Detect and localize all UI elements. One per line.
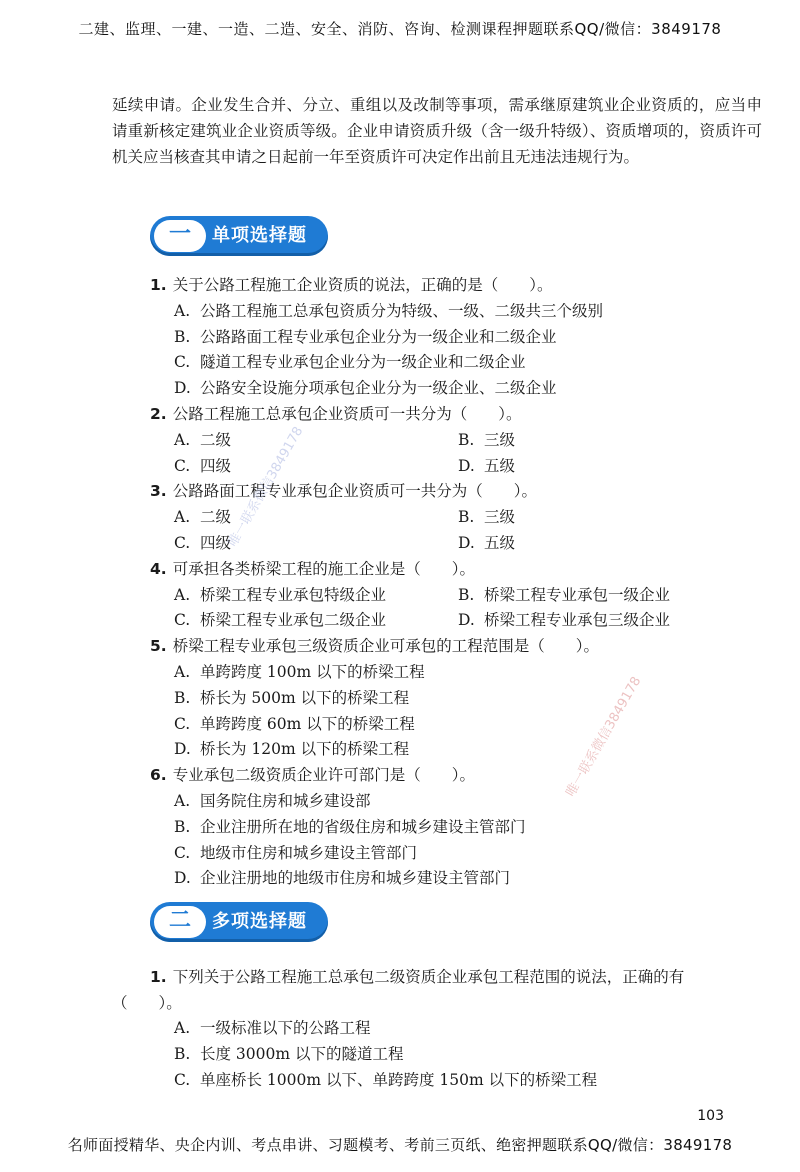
option-text: 四级: [200, 456, 232, 475]
option-letter: D.: [174, 740, 191, 759]
option-row: [150, 583, 770, 609]
question-number: 3.: [150, 482, 167, 501]
option-letter: C.: [174, 843, 191, 862]
option-letter: D.: [174, 379, 191, 398]
option-letter: D.: [458, 533, 475, 552]
single-choice-list: [150, 273, 770, 892]
option-text: 公路工程施工总承包资质分为特级、一级、二级共三个级别: [200, 301, 604, 320]
option-letter: C.: [174, 1070, 191, 1089]
option-d: [150, 737, 770, 763]
question-text: 关于公路工程施工企业资质的说法，正确的是（ ）。: [172, 276, 553, 294]
question: [150, 557, 770, 583]
question-text: 公路工程施工总承包企业资质可一共分为（ ）。: [172, 404, 522, 423]
option-a: [150, 660, 770, 686]
option-c: [150, 1068, 770, 1094]
option-text: 公路安全设施分项承包企业分为一级企业、二级企业: [200, 379, 557, 398]
option-text: 桥长为 120m 以下的桥梁工程: [200, 740, 410, 759]
section-title: 多项选择题: [212, 911, 307, 932]
option-letter: B.: [174, 688, 191, 707]
option-text: 桥梁工程专业承包二级企业: [200, 611, 387, 630]
option-d: [150, 376, 770, 402]
page-number: 103: [697, 1108, 724, 1124]
watermark: 唯一联系微信3849178: [563, 674, 645, 800]
option-a: [150, 789, 770, 815]
section-header-multi-choice: [150, 902, 328, 942]
option-letter: B.: [458, 585, 475, 604]
option-c: [150, 712, 770, 738]
option-d: [434, 531, 718, 557]
option-b: [150, 1042, 770, 1068]
option-letter: A.: [174, 301, 191, 320]
option-c: [150, 531, 434, 557]
question: [150, 634, 770, 660]
option-letter: A.: [174, 508, 191, 527]
option-letter: C.: [174, 714, 191, 733]
question-number: 2.: [150, 404, 167, 423]
option-a: [150, 505, 434, 531]
option-letter: C.: [174, 533, 191, 552]
option-text: 国务院住房和城乡建设部: [200, 791, 371, 810]
intro-paragraph: 延续申请。企业发生合并、分立、重组以及改制等事项，需承继原建筑业企业资质的，应当申请重新核定建筑业企业资质等级。企业申请资质升级（含一级升特级）、资质增项的，资质许可机关应当核查其申请之日起前一年至资质许可决定作出前且无违法违规行为。: [112, 96, 762, 166]
option-letter: B.: [174, 327, 191, 346]
option-letter: C.: [174, 456, 191, 475]
option-letter: B.: [174, 1044, 191, 1063]
option-c: [150, 608, 434, 634]
option-letter: B.: [458, 430, 475, 449]
option-text: 二级: [200, 508, 232, 527]
option-letter: A.: [174, 791, 191, 810]
option-text: 三级: [484, 508, 516, 527]
question: [150, 402, 770, 428]
question-number: 1.: [150, 968, 167, 986]
option-d: [434, 454, 718, 480]
option-text: 四级: [200, 533, 232, 552]
question-text-continuation: （ ）。: [112, 994, 182, 1012]
option-d: [150, 866, 770, 892]
option-text: 一级标准以下的公路工程: [200, 1019, 371, 1037]
option-text: 企业注册地的地级市住房和城乡建设主管部门: [200, 869, 511, 888]
option-letter: D.: [174, 869, 191, 888]
section-header-single-choice: [150, 216, 328, 256]
option-a: [150, 299, 770, 325]
option-letter: D.: [458, 611, 475, 630]
question: [150, 763, 770, 789]
option-d: [434, 608, 718, 634]
question-text: 下列关于公路工程施工总承包二级资质企业承包工程范围的说法，正确的有: [172, 968, 685, 986]
question-text: 可承担各类桥梁工程的施工企业是（ ）。: [172, 559, 475, 578]
question-number: 5.: [150, 637, 167, 656]
option-c: [150, 350, 770, 376]
section-title: 单项选择题: [212, 225, 307, 246]
option-text: 五级: [484, 533, 516, 552]
option-row: [150, 454, 770, 480]
option-b: [150, 686, 770, 712]
multi-choice-options: [150, 1016, 770, 1093]
option-a: [150, 583, 434, 609]
option-b: [434, 505, 718, 531]
option-a: [150, 1016, 770, 1042]
footer-banner: 名师面授精华、央企内训、考点串讲、习题模考、考前三页纸、绝密押题联系QQ/微信：3849178: [67, 1136, 733, 1154]
option-b: [434, 428, 718, 454]
option-letter: A.: [174, 662, 191, 681]
section-number: 一: [154, 220, 206, 252]
multi-question: [150, 964, 760, 990]
option-text: 单座桥长 1000m 以下、单跨跨度 150m 以下的桥梁工程: [200, 1070, 598, 1089]
option-b: [150, 815, 770, 841]
option-text: 三级: [484, 430, 516, 449]
option-letter: B.: [174, 817, 191, 836]
option-c: [150, 454, 434, 480]
option-text: 五级: [484, 456, 516, 475]
option-text: 桥梁工程专业承包三级企业: [484, 611, 671, 630]
option-letter: A.: [174, 1019, 191, 1037]
option-letter: C.: [174, 353, 191, 372]
option-c: [150, 841, 770, 867]
option-row: [150, 428, 770, 454]
question-text: 桥梁工程专业承包三级资质企业可承包的工程范围是（ ）。: [172, 637, 599, 656]
watermark: 唯一联系微信3849178: [225, 424, 307, 550]
option-text: 桥长为 500m 以下的桥梁工程: [200, 688, 410, 707]
option-letter: A.: [174, 585, 191, 604]
option-text: 桥梁工程专业承包一级企业: [484, 585, 671, 604]
option-text: 隧道工程专业承包企业分为一级企业和二级企业: [200, 353, 526, 372]
option-text: 单跨跨度 60m 以下的桥梁工程: [200, 714, 415, 733]
question-text: 公路路面工程专业承包企业资质可一共分为（ ）。: [172, 482, 537, 501]
option-letter: C.: [174, 611, 191, 630]
option-b: [434, 583, 718, 609]
question-text: 专业承包二级资质企业许可部门是（ ）。: [172, 766, 475, 785]
option-text: 桥梁工程专业承包特级企业: [200, 585, 387, 604]
question-number: 6.: [150, 766, 167, 785]
option-text: 企业注册所在地的省级住房和城乡建设主管部门: [200, 817, 526, 836]
option-text: 二级: [200, 430, 232, 449]
question: [150, 273, 770, 299]
option-letter: B.: [458, 508, 475, 527]
option-row: [150, 608, 770, 634]
option-letter: A.: [174, 430, 191, 449]
header-banner: 二建、监理、一建、一造、二造、安全、消防、咨询、检测课程押题联系QQ/微信：3849178: [78, 20, 722, 38]
option-text: 公路路面工程专业承包企业分为一级企业和二级企业: [200, 327, 557, 346]
option-b: [150, 325, 770, 351]
question-number: 1.: [150, 276, 167, 294]
option-text: 地级市住房和城乡建设主管部门: [200, 843, 418, 862]
option-text: 长度 3000m 以下的隧道工程: [200, 1044, 404, 1063]
option-text: 单跨跨度 100m 以下的桥梁工程: [200, 662, 425, 681]
section-number: 二: [154, 906, 206, 938]
question-number: 4.: [150, 559, 167, 578]
option-letter: D.: [458, 456, 475, 475]
